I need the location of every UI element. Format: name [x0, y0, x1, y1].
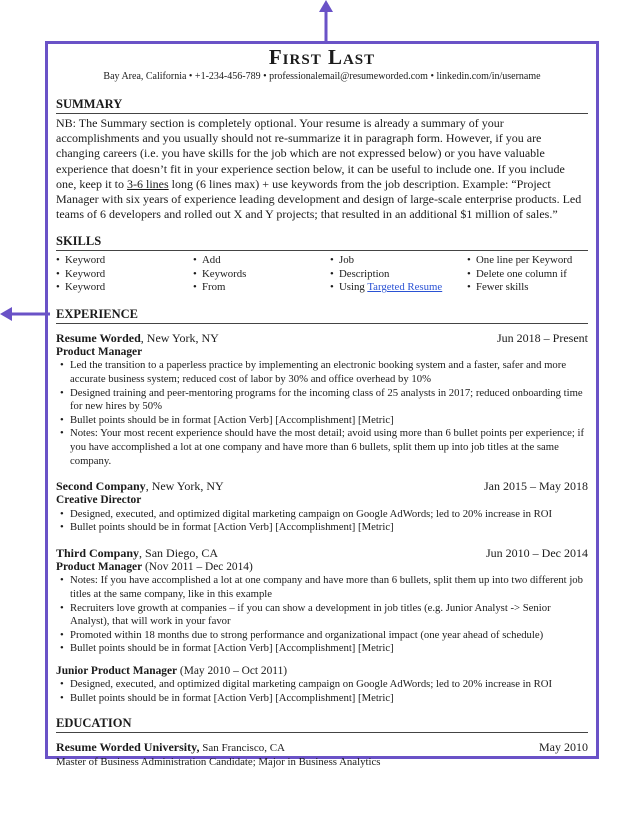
- education-section: [56, 716, 588, 769]
- job-company-line: [56, 546, 218, 561]
- skill-item-prefix: Using: [339, 281, 368, 294]
- arrow-left-icon: [0, 307, 50, 321]
- job-role-title: Junior Product Manager: [56, 664, 178, 677]
- job-dates: Jun 2010 – Dec 2014: [486, 545, 588, 560]
- education-school-line: [56, 740, 285, 756]
- bullet-item: • Recruiters love growth at companies – if you can show a development in job titles (e.g. Junior Analyst -> Senior Analyst), that will work in your favor: [70, 602, 588, 629]
- skill-item: • Fewer skills: [476, 281, 588, 295]
- job-role: [56, 561, 588, 575]
- summary-underlined: 3-6 lines: [126, 176, 169, 191]
- skill-item: • Add: [202, 254, 330, 268]
- skill-item: • Keyword: [65, 281, 193, 295]
- job-company: Second Company: [56, 479, 146, 494]
- job-entry: [56, 546, 588, 706]
- targeted-resume-link[interactable]: Targeted Resume: [367, 281, 443, 294]
- job-bullets: [56, 359, 588, 468]
- bullet-item: • Designed training and peer-mentoring programs for the incoming class of 25 analysts in 2017; reduced onboarding time for new hires by 50%: [70, 387, 588, 414]
- bullet-item: • Notes: If you have accomplished a lot at one company and have more than 6 bullets, split them up into two different job titles at the same company, like in this example: [70, 574, 588, 601]
- job-header: [56, 546, 588, 561]
- job-company: Third Company: [56, 545, 140, 560]
- skills-grid: [56, 254, 588, 295]
- education-degree: Master of Business Administration Candidate; Major in Business Analytics: [56, 755, 381, 768]
- job-role-dates: (Nov 2011 – Dec 2014): [142, 560, 253, 573]
- job-bullets: [56, 678, 588, 705]
- skill-item: • Keyword: [65, 268, 193, 282]
- resume-name: First Last: [268, 45, 376, 69]
- job-role: Product Manager: [56, 345, 143, 358]
- bullet-item: • Designed, executed, and optimized digital marketing campaign on Google AdWords; led to 20% increase in ROI: [70, 678, 588, 692]
- skill-item: [339, 281, 467, 295]
- job-role-title: Product Manager: [56, 560, 143, 573]
- job-location: , New York, NY: [145, 479, 224, 494]
- job-header: [56, 331, 588, 346]
- job-location: , New York, NY: [140, 330, 219, 345]
- bullet-item: • Bullet points should be in format [Action Verb] [Accomplishment] [Metric]: [70, 692, 588, 706]
- summary-title: SUMMARY: [56, 97, 588, 114]
- job-header: [56, 479, 588, 494]
- job-entry: [56, 479, 588, 535]
- education-school: Resume Worded University,: [56, 739, 200, 754]
- summary-text-part: long (6 lines max) + use keywords from the job description. Example: “Project Manager with six years of experience leading development and design of large-scale enterprise products. Led teams of 6 developers and rolled out X and Y projects; that resulted in an additional $1 million of sales.”: [56, 176, 582, 222]
- bullet-item: • Notes: Your most recent experience should have the most detail; avoid using more than 6 bullet points per experience; if you have accomplished a lot at one company and have more than 6 bullets, split them up into job titles at the same company.: [70, 427, 588, 468]
- bullet-item: • Designed, executed, and optimized digital marketing campaign on Google AdWords; led to 20% increase in ROI: [70, 508, 588, 522]
- job-company: Resume Worded: [56, 330, 141, 345]
- bullet-item: • Bullet points should be in format [Action Verb] [Accomplishment] [Metric]: [70, 521, 588, 535]
- education-header: [56, 740, 588, 756]
- skill-item: • One line per Keyword: [476, 254, 588, 268]
- skill-item: • From: [202, 281, 330, 295]
- skills-column: [330, 254, 467, 295]
- job-dates: Jun 2018 – Present: [497, 330, 588, 345]
- job-bullets: [56, 574, 588, 656]
- skills-column: [467, 254, 588, 295]
- job-location: , San Diego, CA: [139, 545, 219, 560]
- education-title: EDUCATION: [56, 716, 588, 733]
- summary-section: [56, 97, 588, 222]
- job-role: [56, 665, 588, 679]
- bullet-item: • Bullet points should be in format [Action Verb] [Accomplishment] [Metric]: [70, 414, 588, 428]
- arrow-up-icon: [319, 0, 333, 44]
- skill-item: • Keyword: [65, 254, 193, 268]
- summary-text-part: NB: The Summary section is completely optional. Your resume is already a summary of your accomplishments and you usually should not re-summarize it in paragraph form. However, if you are changing careers (i.e. you have skills for the job which are not expressed below) or you have valuable experience that doesn’t fit in your experience section below, it can be useful to include one. If you include one, keep it to: [56, 116, 565, 191]
- job-dates: Jan 2015 – May 2018: [484, 479, 588, 494]
- experience-section: [56, 307, 588, 706]
- skill-item: • Delete one column if: [476, 268, 588, 282]
- summary-text: [56, 116, 588, 222]
- skills-title: SKILLS: [56, 234, 588, 251]
- job-bullets: [56, 508, 588, 535]
- job-entry: [56, 331, 588, 468]
- skills-column: [56, 254, 193, 295]
- experience-title: EXPERIENCE: [56, 307, 588, 324]
- resume-page: [56, 44, 588, 769]
- education-date: May 2010: [539, 739, 588, 754]
- bullet-item: • Led the transition to a paperless practice by implementing an electronic booking system and a faster, safer and more accurate business system; reduced cost of labor by 30% and office overhead by 10%: [70, 359, 588, 386]
- job-company-line: [56, 331, 219, 346]
- job-company-line: [56, 479, 224, 494]
- skill-item: • Keywords: [202, 268, 330, 282]
- education-location: San Francisco, CA: [199, 741, 285, 754]
- job-role-dates: (May 2010 – Oct 2011): [177, 664, 288, 677]
- contact-line: Bay Area, California • +1-234-456-789 • professionalemail@resumeworded.com • linkedin.com/in/username: [103, 71, 541, 82]
- skill-item: • Job: [339, 254, 467, 268]
- skills-section: [56, 234, 588, 295]
- skills-column: [193, 254, 330, 295]
- skill-item: • Description: [339, 268, 467, 282]
- job-role: Creative Director: [56, 494, 142, 507]
- bullet-item: • Promoted within 18 months due to strong performance and organizational impact (one year ahead of schedule): [70, 629, 588, 643]
- bullet-item: • Bullet points should be in format [Action Verb] [Accomplishment] [Metric]: [70, 642, 588, 656]
